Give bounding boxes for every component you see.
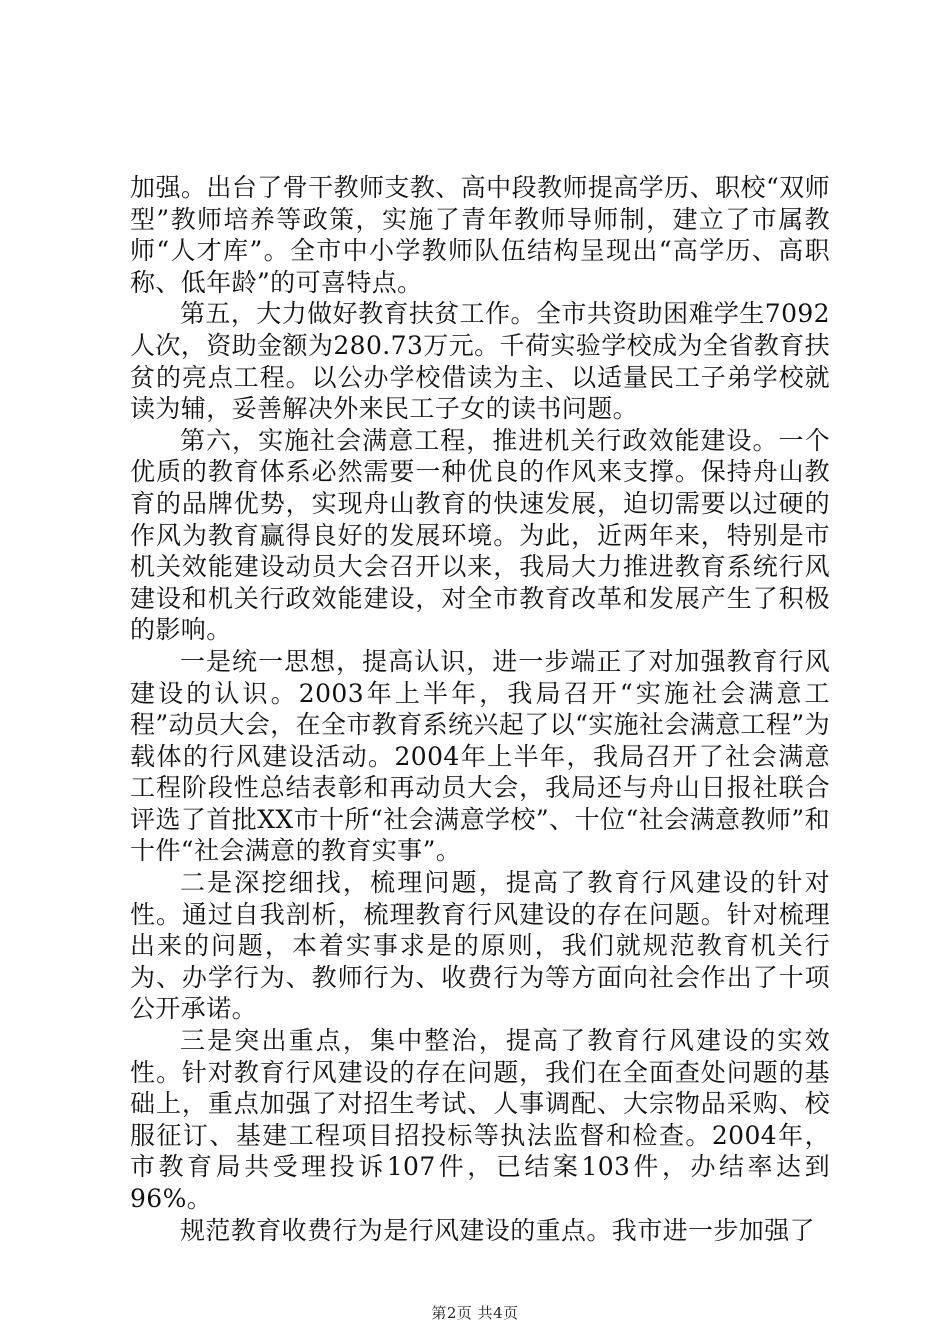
- page-number-footer: 第2页 共4页: [431, 1304, 519, 1322]
- paragraph-focus-rectification: 三是突出重点，集中整治，提高了教育行风建设的实效性。针对教育行风建设的存在问题，我们在全面查处问题的基础上，重点加强了对招生考试、人事调配、大宗物品采购、校服征订、基建工程项目招投标等执法监督和检查。2004年，市教育局共受理投诉107件，已结案103件，办结率达到96%。: [130, 1026, 830, 1213]
- paragraph-fee-regulation: 规范教育收费行为是行风建设的重点。我市进一步加强了: [180, 1215, 816, 1245]
- paragraph-poverty-relief: 第五，大力做好教育扶贫工作。全市共资助困难学生7092人次，资助金额为280.73万元。千荷实验学校成为全省教育扶贫的亮点工程。以公办学校借读为主、以适量民工子弟学校就读为辅，妥善解决外来民工子女的读书问题。: [130, 299, 830, 424]
- paragraph-unify-thinking: 一是统一思想，提高认识，进一步端正了对加强教育行风建设的认识。2003年上半年，我局召开“实施社会满意工程”动员大会，在全市教育系统兴起了以“实施社会满意工程”为载体的行风建设活动。2004年上半年，我局召开了社会满意工程阶段性总结表彰和再动员大会，我局还与舟山日报社联合评选了首批XX市十所“社会满意学校”、十位“社会满意教师”和十件“社会满意的教育实事”。: [130, 646, 830, 866]
- paragraph-sort-problems: 二是深挖细找，梳理问题，提高了教育行风建设的针对性。通过自我剖析，梳理教育行风建设的存在问题。针对梳理出来的问题，本着实事求是的原则，我们就规范教育机关行为、办学行为、教师行为、收费行为等方面向社会作出了十项公开承诺。: [130, 868, 830, 1024]
- document-body: [130, 172, 830, 1246]
- paragraph-continuation: 加强。出台了骨干教师支教、高中段教师提高学历、职校“双师型”教师培养等政策，实施了青年教师导师制，建立了市属教师“人才库”。全市中小学教师队伍结构呈现出“高学历、高职称、低年龄”的可喜特点。: [130, 173, 830, 297]
- paragraph-satisfaction-project: 第六，实施社会满意工程，推进机关行政效能建设。一个优质的教育体系必然需要一种优良的作风来支撑。保持舟山教育的品牌优势，实现舟山教育的快速发展，迫切需要以过硬的作风为教育赢得良好的发展环境。为此，近两年来，特别是市机关效能建设动员大会召开以来，我局大力推进教育系统行风建设和机关行政效能建设，对全市教育改革和发展产生了积极的影响。: [130, 425, 830, 645]
